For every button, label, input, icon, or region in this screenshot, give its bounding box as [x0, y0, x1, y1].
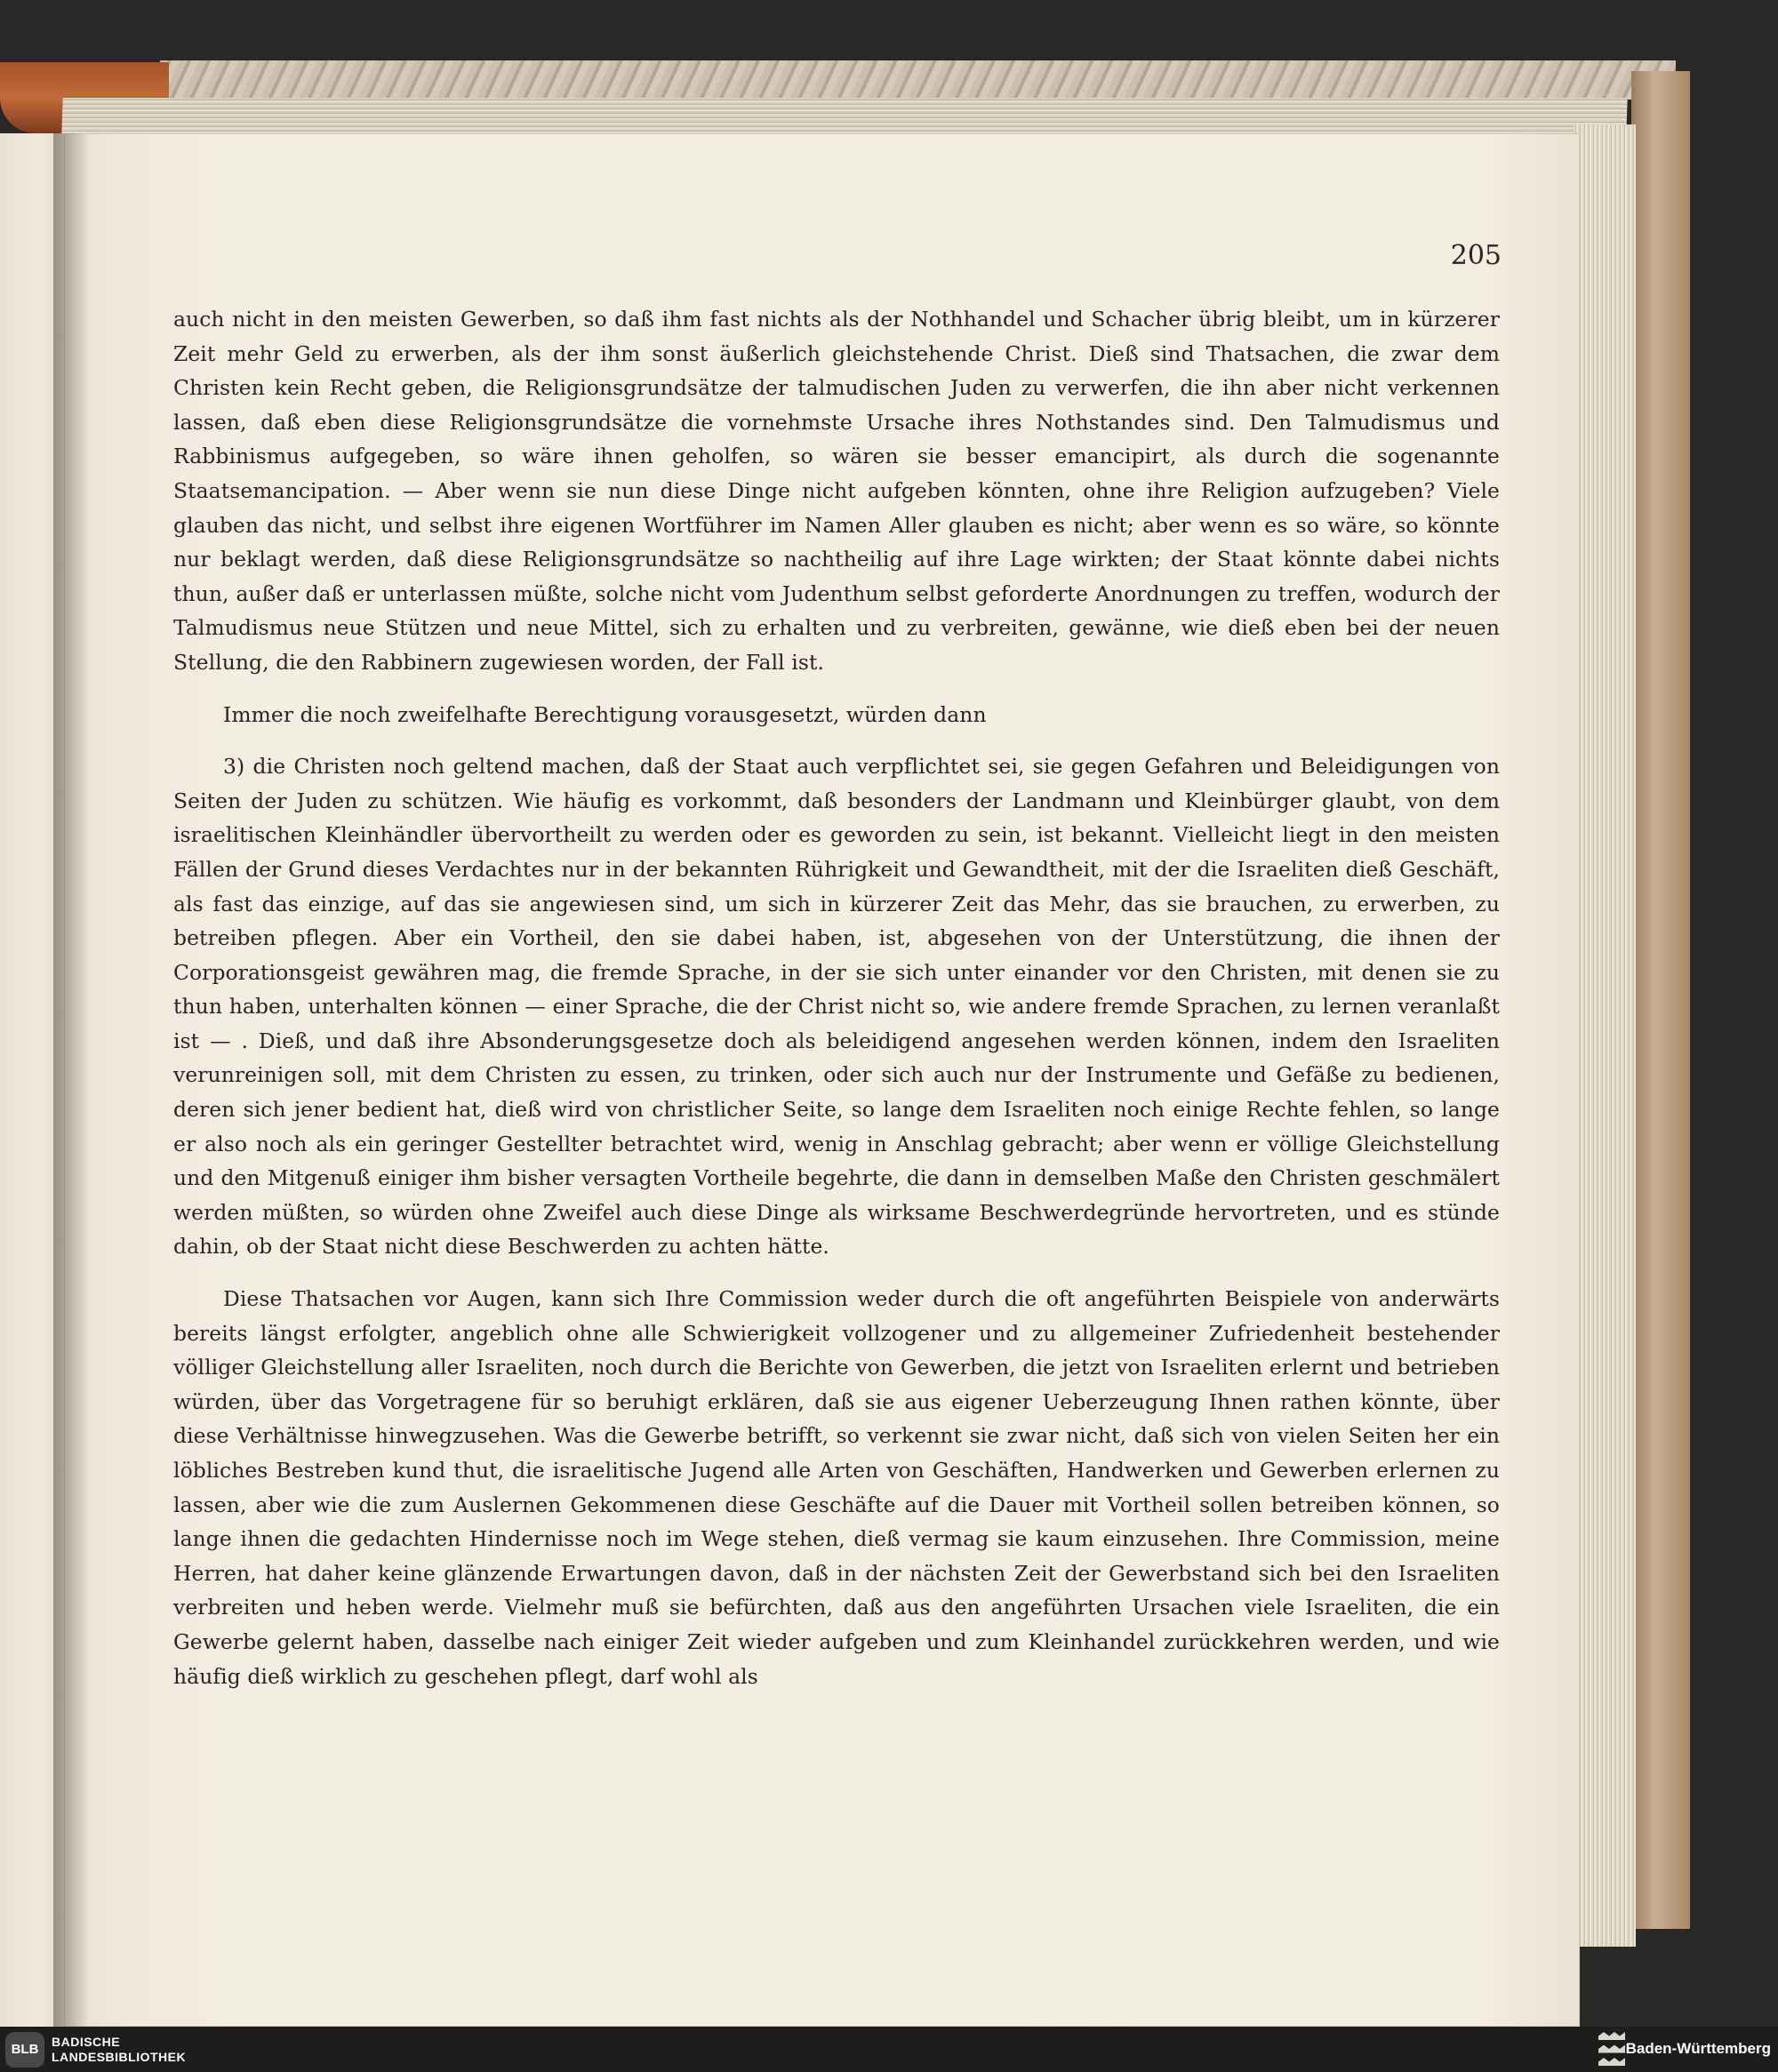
book-cover-edge	[1631, 71, 1690, 1929]
state-name[interactable]: Baden-Württemberg	[1625, 2040, 1771, 2057]
crest-lion-3	[1598, 2058, 1625, 2066]
viewer-footer	[0, 2027, 1778, 2072]
page-edges-right	[1574, 124, 1636, 1947]
marbled-endpaper-top	[160, 60, 1676, 100]
library-name-line1: BADISCHE	[52, 2034, 121, 2049]
page-text	[173, 302, 1500, 1693]
page-number: 205	[1450, 240, 1502, 271]
library-name-line2: LANDESBIBLIOTHEK	[52, 2049, 187, 2064]
coat-of-arms-icon	[1598, 2032, 1625, 2066]
paragraph-commission: Diese Thatsachen vor Augen, kann sich Ihre Commission weder durch die oft angeführten Beispiele von anderwärts bereits längst erfolgter, angeblich ohne alle Schwierigkeit vollzogener und zu allgemeiner Zufriedenheit bestehender völliger Gleichstellung aller Israeliten, noch durch die Berichte von Gewerben, die jetzt von Israeliten erlernt und betrieben würden, über das Vorgetragene für so beruhigt erklären, daß sie aus eigener Ueberzeugung Ihnen rathen könnte, über diese Verhältnisse hinwegzusehen. Was die Gewerbe betrifft, so verkennt sie zwar nicht, daß sich von vielen Seiten her ein löbliches Bestreben kund thut, die israelitische Jugend alle Arten von Geschäften, Handwerken und Gewerben erlernen zu lassen, aber wie die zum Auslernen Gekommenen diese Geschäfte auf die Dauer mit Vortheil sollen betreiben können, so lange ihnen die gedachten Hindernisse noch im Wege stehen, dieß vermag sie kaum einzusehen. Ihre Commission, meine Herren, hat daher keine glänzende Erwartungen davon, daß in der nächsten Zeit der Gewerbstand sich bei den Israeliten verbreiten und heben werde. Vielmehr muß sie befürchten, daß aus den angeführten Ursachen viele Israeliten, die ein Gewerbe gelernt haben, dasselbe nach einiger Zeit wieder aufgeben und zum Kleinhandel zurückkehren werden, und wie häufig dieß wirklich zu geschehen pflegt, darf wohl als	[173, 1286, 1500, 1689]
paragraph-continuation: auch nicht in den meisten Gewerben, so daß ihm fast nichts als der Nothhandel und Schacher übrig bleibt, um in kürzerer Zeit mehr Geld zu erwerben, als der ihm sonst äußerlich gleichstehende Christ. Dieß sind Thatsachen, die zwar dem Christen kein Recht geben, die Religionsgrundsätze der talmudischen Juden zu verwerfen, die ihn aber nicht verkennen lassen, daß eben diese Religionsgrundsätze die vornehmste Ursache ihres Nothstandes sind. Den Talmudismus und Rabbinismus aufgegeben, so wäre ihnen geholfen, so wären sie besser emancipirt, als durch die sogenannte Staatsemancipation. — Aber wenn sie nun diese Dinge nicht aufgeben könnten, ohne ihre Religion aufzugeben? Viele glauben das nicht, und selbst ihre eigenen Wortführer im Namen Aller glauben es nicht; aber wenn es so wäre, so könnte nur beklagt werden, daß diese Religionsgrundsätze so nachtheilig auf ihre Lage wirkten; der Staat könnte dabei nichts thun, außer daß er unterlassen müßte, solche nicht vom Judenthum selbst geforderte Anordnungen zu treffen, wodurch der Talmudismus neue Stützen und neue Mittel, sich zu erhalten und zu verbreiten, gewänne, wie dieß eben bei der neuen Stellung, die den Rabbinern zugewiesen worden, der Fall ist.	[173, 307, 1500, 675]
page-edges-top	[61, 98, 1627, 135]
crest-lion-2	[1598, 2045, 1625, 2053]
book-page	[64, 133, 1580, 2027]
paragraph-transition: Immer die noch zweifelhafte Berechtigung vorausgesetzt, würden dann	[223, 701, 987, 727]
gutter-shadow	[53, 133, 89, 2027]
crest-lion-1	[1598, 2032, 1625, 2040]
blb-logo[interactable]: BLB	[5, 2032, 44, 2068]
library-name[interactable]	[52, 2035, 186, 2065]
paragraph-item-3: 3) die Christen noch geltend machen, daß der Staat auch verpflichtet sei, sie gegen Gefahren und Beleidigungen von Seiten der Juden zu schützen. Wie häufig es vorkommt, daß besonders der Landmann und Kleinbürger glaubt, von dem israelitischen Kleinhändler übervortheilt zu werden oder es geworden zu sein, ist bekannt. Vielleicht liegt in den meisten Fällen der Grund dieses Verdachtes nur in der bekannten Rührigkeit und Gewandtheit, mit der die Israeliten dieß Geschäft, als fast das einzige, auf das sie angewiesen sind, um sich in kürzerer Zeit das Mehr, das sie brauchen, zu erwerben, zu betreiben pflegen. Aber ein Vortheil, den sie dabei haben, ist, abgesehen von der Unterstützung, die ihnen der Corporationsgeist gewähren mag, die fremde Sprache, in der sie sich unter einander vor den Christen, mit denen sie zu thun haben, unterhalten können — einer Sprache, die der Christ nicht so, wie andere fremde Sprachen, zu lernen veranlaßt ist — . Dieß, und daß ihre Absonderungsgesetze doch als beleidigend angesehen werden können, indem den Israeliten verunreinigen soll, mit dem Christen zu essen, zu trinken, oder sich auch nur der Instrumente und Gefäße zu bedienen, deren sich jener bedient hat, dieß wird von christlicher Seite, so lange dem Israeliten noch einige Rechte fehlen, so lange er also noch als ein geringer Gestellter betrachtet wird, wenig in Anschlag gebracht; aber wenn er völlige Gleichstellung und den Mitgenuß einiger ihm bisher versagten Vortheile begehrte, die dann in demselben Maße den Christen geschmälert werden müßten, so würden ohne Zweifel auch diese Dinge als wirksame Beschwerdegründe hervortreten, und es stünde dahin, ob der Staat nicht diese Beschwerden zu achten hätte.	[173, 754, 1500, 1260]
